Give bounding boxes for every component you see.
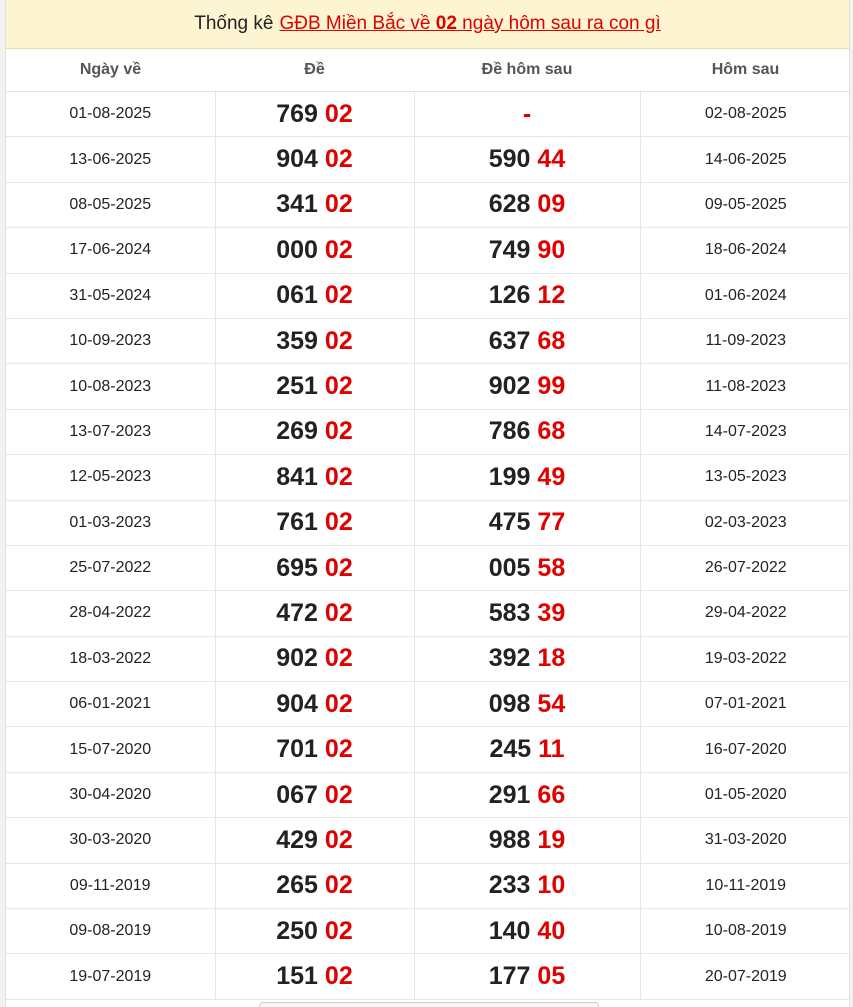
cell-de-hom-sau: [414, 909, 640, 954]
cell-hom-sau: 29-04-2022: [640, 591, 850, 636]
next-suffix: 12: [537, 281, 566, 310]
de-prefix: 061: [276, 281, 318, 310]
cell-de-hom-sau: [414, 92, 640, 137]
cell-de: [215, 137, 414, 182]
next-prefix: 098: [488, 689, 531, 718]
cell-ngay-ve: 09-11-2019: [6, 863, 215, 908]
header-hom-sau: Hôm sau: [640, 49, 850, 92]
cell-de: [215, 364, 414, 409]
de-suffix: 02: [324, 462, 353, 491]
cell-ngay-ve: 28-04-2022: [6, 591, 215, 636]
cell-hom-sau: 14-06-2025: [640, 137, 850, 182]
next-suffix: 09: [537, 190, 566, 219]
cell-hom-sau: 01-05-2020: [640, 772, 850, 817]
de-prefix: 265: [276, 871, 318, 900]
table-row: [6, 818, 850, 863]
table-row: [6, 92, 850, 137]
cell-de: [215, 863, 414, 908]
table-row: [6, 727, 850, 772]
next-suffix: 19: [537, 825, 566, 854]
next-prefix: 126: [488, 281, 531, 310]
title-link-before: GĐB Miền Bắc về: [279, 13, 436, 34]
cell-hom-sau: 26-07-2022: [640, 545, 850, 590]
next-suffix: 77: [537, 508, 566, 537]
de-prefix: 769: [276, 99, 318, 128]
cell-de-hom-sau: [414, 409, 640, 454]
cell-ngay-ve: 08-05-2025: [6, 182, 215, 227]
cell-hom-sau: 10-08-2019: [640, 909, 850, 954]
cell-hom-sau: 16-07-2020: [640, 727, 850, 772]
cell-hom-sau: 13-05-2023: [640, 455, 850, 500]
cell-ngay-ve: 13-07-2023: [6, 409, 215, 454]
de-suffix: 02: [324, 190, 353, 219]
next-prefix: 177: [488, 962, 531, 991]
next-suffix: 49: [537, 462, 566, 491]
next-prefix: 988: [488, 825, 531, 854]
next-prefix: 786: [488, 417, 531, 446]
cell-de-hom-sau: [414, 954, 640, 999]
table-row: [6, 273, 850, 318]
cell-ngay-ve: 06-01-2021: [6, 682, 215, 727]
next-suffix: 68: [537, 326, 566, 355]
next-prefix: 233: [488, 871, 531, 900]
next-suffix: 44: [537, 145, 566, 174]
cell-de-hom-sau: [414, 364, 640, 409]
table-row: [6, 364, 850, 409]
next-prefix: 475: [488, 508, 531, 537]
cell-de: [215, 772, 414, 817]
cell-hom-sau: 18-06-2024: [640, 228, 850, 273]
next-suffix: 99: [537, 372, 566, 401]
cell-de-hom-sau: [414, 682, 640, 727]
cell-de: [215, 500, 414, 545]
table-body: [6, 92, 850, 1000]
next-prefix: 628: [488, 190, 531, 219]
results-table: [6, 49, 850, 1000]
cell-de-hom-sau: [414, 818, 640, 863]
cell-de-hom-sau: [414, 591, 640, 636]
de-suffix: 02: [324, 508, 353, 537]
cell-hom-sau: 10-11-2019: [640, 863, 850, 908]
next-prefix: 245: [489, 735, 532, 764]
de-suffix: 02: [324, 281, 353, 310]
cell-de-hom-sau: [414, 182, 640, 227]
next-suffix: 68: [537, 417, 566, 446]
cell-de: [215, 318, 414, 363]
de-prefix: 251: [276, 372, 318, 401]
next-prefix: 005: [488, 553, 531, 582]
title-link[interactable]: [279, 13, 660, 35]
table-row: [6, 682, 850, 727]
cell-ngay-ve: 17-06-2024: [6, 228, 215, 273]
de-prefix: 472: [276, 598, 318, 627]
de-prefix: 695: [276, 553, 318, 582]
de-suffix: 02: [324, 644, 353, 673]
cell-hom-sau: 19-03-2022: [640, 636, 850, 681]
table-row: [6, 182, 850, 227]
de-prefix: 904: [276, 145, 318, 174]
cell-ngay-ve: 30-04-2020: [6, 772, 215, 817]
cell-de-hom-sau: [414, 772, 640, 817]
cell-hom-sau: 09-05-2025: [640, 182, 850, 227]
cell-de: [215, 591, 414, 636]
next-prefix: 199: [488, 462, 531, 491]
cell-de: [215, 682, 414, 727]
cell-de: [215, 818, 414, 863]
cell-de: [215, 954, 414, 999]
de-prefix: 341: [276, 190, 318, 219]
page-title: [6, 0, 849, 49]
de-suffix: 02: [324, 825, 353, 854]
cell-de-hom-sau: [414, 228, 640, 273]
next-suffix: 05: [537, 962, 566, 991]
cell-hom-sau: 01-06-2024: [640, 273, 850, 318]
cell-ngay-ve: 01-08-2025: [6, 92, 215, 137]
next-suffix: 39: [537, 598, 566, 627]
table-row: [6, 591, 850, 636]
cell-de: [215, 409, 414, 454]
next-prefix: 291: [488, 780, 531, 809]
cell-de-hom-sau: [414, 863, 640, 908]
cell-hom-sau: 20-07-2019: [640, 954, 850, 999]
cell-de: [215, 92, 414, 137]
next-suffix: -: [522, 99, 532, 128]
cell-de: [215, 636, 414, 681]
next-suffix: 90: [537, 235, 566, 264]
cell-de-hom-sau: [414, 137, 640, 182]
de-suffix: 02: [324, 735, 353, 764]
de-suffix: 02: [324, 372, 353, 401]
cell-hom-sau: 02-03-2023: [640, 500, 850, 545]
cell-hom-sau: 31-03-2020: [640, 818, 850, 863]
de-prefix: 269: [276, 417, 318, 446]
table-row: [6, 500, 850, 545]
cell-de-hom-sau: [414, 273, 640, 318]
cell-de: [215, 273, 414, 318]
header-de: Đề: [215, 49, 414, 92]
cell-hom-sau: 02-08-2025: [640, 92, 850, 137]
cell-hom-sau: 11-08-2023: [640, 364, 850, 409]
next-prefix: 637: [488, 326, 531, 355]
next-suffix: 58: [537, 553, 566, 582]
table-row: [6, 137, 850, 182]
cell-de: [215, 545, 414, 590]
scroll-hint-bar: [259, 1002, 599, 1007]
de-suffix: 02: [324, 689, 353, 718]
cell-ngay-ve: 25-07-2022: [6, 545, 215, 590]
header-de-hom-sau: Đề hôm sau: [414, 49, 640, 92]
header-ngay-ve: Ngày về: [6, 49, 215, 92]
de-suffix: 02: [324, 145, 353, 174]
de-prefix: 841: [276, 462, 318, 491]
de-suffix: 02: [324, 417, 353, 446]
cell-ngay-ve: 13-06-2025: [6, 137, 215, 182]
table-row: [6, 455, 850, 500]
de-suffix: 02: [324, 598, 353, 627]
cell-hom-sau: 14-07-2023: [640, 409, 850, 454]
cell-ngay-ve: 09-08-2019: [6, 909, 215, 954]
de-prefix: 761: [276, 508, 318, 537]
next-prefix: 749: [488, 235, 531, 264]
table-row: [6, 909, 850, 954]
table-row: [6, 772, 850, 817]
next-prefix: 583: [488, 598, 531, 627]
title-link-after: ngày hôm sau ra con gì: [456, 13, 661, 34]
cell-ngay-ve: 10-08-2023: [6, 364, 215, 409]
de-prefix: 250: [276, 916, 318, 945]
next-suffix: 66: [537, 780, 566, 809]
de-suffix: 02: [324, 553, 353, 582]
next-prefix: 590: [488, 145, 531, 174]
cell-de: [215, 727, 414, 772]
cell-de-hom-sau: [414, 318, 640, 363]
table-row: [6, 863, 850, 908]
next-prefix: 140: [488, 916, 531, 945]
de-suffix: 02: [324, 916, 353, 945]
de-prefix: 902: [276, 644, 318, 673]
cell-de: [215, 182, 414, 227]
table-row: [6, 954, 850, 999]
cell-ngay-ve: 19-07-2019: [6, 954, 215, 999]
cell-de-hom-sau: [414, 500, 640, 545]
table-row: [6, 318, 850, 363]
next-suffix: 54: [537, 689, 566, 718]
de-suffix: 02: [324, 235, 353, 264]
table-header-row: [6, 49, 850, 92]
de-suffix: 02: [324, 962, 353, 991]
table-row: [6, 545, 850, 590]
next-suffix: 40: [537, 916, 566, 945]
cell-ngay-ve: 10-09-2023: [6, 318, 215, 363]
de-prefix: 067: [276, 780, 318, 809]
table-row: [6, 636, 850, 681]
de-suffix: 02: [324, 326, 353, 355]
next-suffix: 10: [537, 871, 566, 900]
de-prefix: 429: [276, 825, 318, 854]
cell-de: [215, 455, 414, 500]
table-row: [6, 409, 850, 454]
de-suffix: 02: [324, 99, 353, 128]
title-prefix: Thống kê: [194, 13, 274, 34]
de-suffix: 02: [324, 871, 353, 900]
next-suffix: 11: [538, 735, 565, 764]
stats-panel: [5, 0, 850, 1007]
cell-ngay-ve: 30-03-2020: [6, 818, 215, 863]
cell-ngay-ve: 12-05-2023: [6, 455, 215, 500]
de-prefix: 701: [276, 735, 318, 764]
de-prefix: 000: [276, 235, 318, 264]
next-suffix: 18: [537, 644, 566, 673]
cell-de: [215, 228, 414, 273]
cell-de-hom-sau: [414, 727, 640, 772]
cell-hom-sau: 07-01-2021: [640, 682, 850, 727]
cell-ngay-ve: 31-05-2024: [6, 273, 215, 318]
cell-de: [215, 909, 414, 954]
de-suffix: 02: [324, 780, 353, 809]
cell-ngay-ve: 18-03-2022: [6, 636, 215, 681]
cell-ngay-ve: 15-07-2020: [6, 727, 215, 772]
title-link-number: 02: [435, 13, 457, 34]
de-prefix: 359: [276, 326, 318, 355]
next-prefix: 392: [488, 644, 531, 673]
next-prefix: 902: [488, 372, 531, 401]
cell-de-hom-sau: [414, 545, 640, 590]
table-row: [6, 228, 850, 273]
de-prefix: 151: [276, 962, 318, 991]
cell-de-hom-sau: [414, 636, 640, 681]
cell-hom-sau: 11-09-2023: [640, 318, 850, 363]
cell-de-hom-sau: [414, 455, 640, 500]
cell-ngay-ve: 01-03-2023: [6, 500, 215, 545]
de-prefix: 904: [276, 689, 318, 718]
